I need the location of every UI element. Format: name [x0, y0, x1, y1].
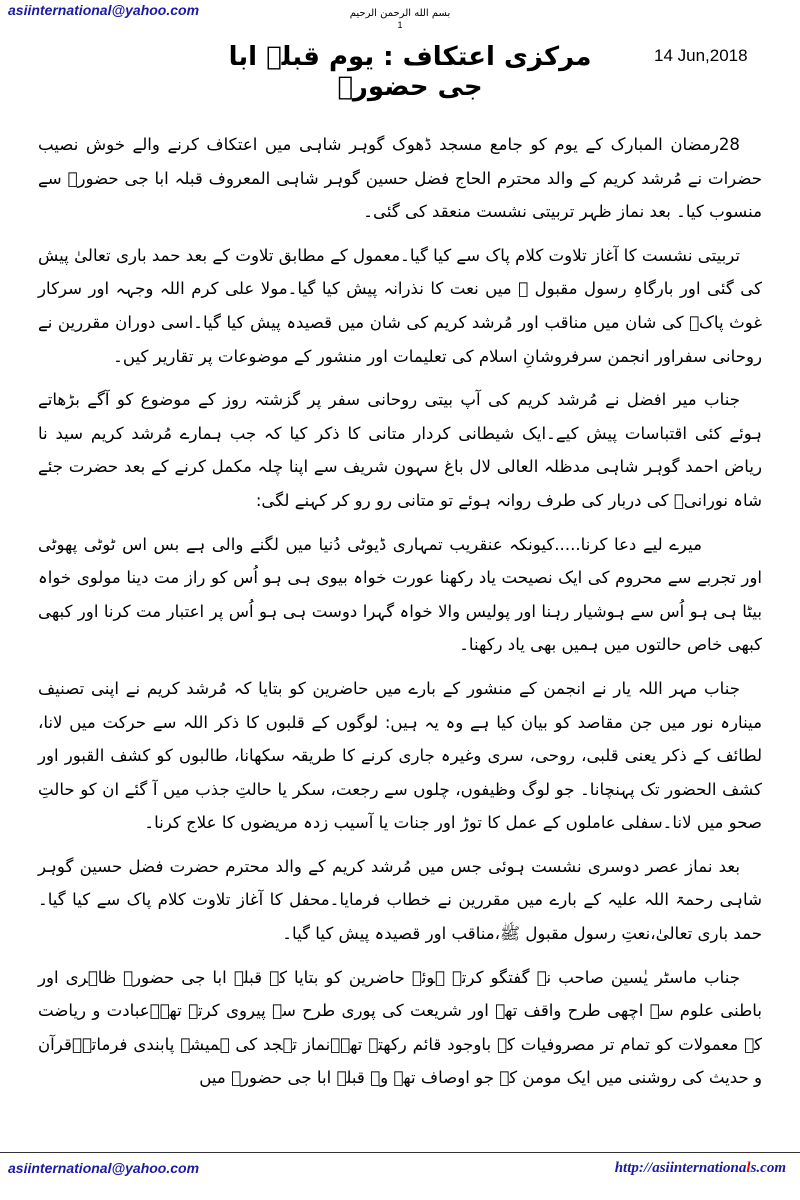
footer-website-link[interactable]: [615, 1160, 786, 1177]
site-url-suffix: s.com: [750, 1160, 786, 1176]
article-date: 14 Jun,2018: [654, 46, 748, 65]
site-url-part: http://asiinternationa: [614, 1160, 747, 1176]
paragraph-intro: 28رمضان المبارک کے یوم کو جامع مسجد ڈھوک گوہر شاہی میں اعتکاف کرنے والے خوش نصیب حضرات نے مُرشد کریم کے والد محترم الحاج فضل حسین گوہر شاہی المعروف قبلہ ابا جی حضورؒ سے منسوب کیا۔ بعد نماز ظہر تربیتی نشست منعقد کی گئی۔: [38, 135, 762, 222]
paragraph-mir-afzal: جناب میر افضل نے مُرشد کریم کی آپ بیتی روحانی سفر پر گزشتہ روز کے موضوع کو آگے بڑھاتے ہوئے کئی اقتباسات پیش کیے۔ایک شیطانی کردار متانی کا ذکر کیا کہ جب ہمارے مُرشد کریم سید نا ریاض احمد گوہر شاہی مدظلہ العالی لال باغ سہون شریف سے اپنا چلہ مکمل کرنے کے بعد حضرت جئے شاہ نورانیؒ کی دربار کی طرف روانہ ہوئے تو متانی رو رو کر کہنے لگی:: [38, 390, 762, 510]
article-title: مرکزی اعتکاف : یوم قبلہ ابا جی حضورؒ: [228, 42, 592, 102]
article-body: [38, 128, 762, 1105]
footer-email-link[interactable]: asiinternational@yahoo.com: [8, 1160, 200, 1176]
paragraph-session: تربیتی نشست کا آغاز تلاوت کلام پاک سے کیا گیا۔معمول کے مطابق تلاوت کے بعد حمد باری تعالیٰ پیش کی گئی اور بارگاہِ رسول مقبول ﷺ میں نعت کا نذرانہ پیش کیا گیا۔مولا علی کرم اللہ وجہہ اور سرکار غوث پاکؓ کی شان میں مناقب اور مُرشد کریم کی شان میں قصیدہ پیش کیا گیا۔اسی دوران مقررین نے روحانی سفراور انجمن سرفروشانِ اسلام کی تعلیمات اور منشور کے موضوعات پر تقاریر کیں۔: [38, 245, 762, 366]
footer-divider: [0, 1152, 800, 1153]
site-url-highlight: l: [746, 1160, 751, 1176]
paragraph-manifesto: جناب مہر اللہ یار نے انجمن کے منشور کے بارے میں حاضرین کو بتایا کہ مُرشد کریم نے اپنی تصنیف مینارہ نور میں جن مقاصد کو بیان کیا ہے وہ یہ ہیں: لوگوں کے قلبوں کا ذکر اللہ سے حرکت میں لانا، لطائف کے ذکر یعنی قلبی، روحی، سری وغیرہ جاری کرنے کا طریقہ سکھانا، طالبوں کو کشف القبور اور کشف الحضور تک پہنچانا۔ جو لوگ وظیفوں، چلوں سے رجعت، سکر یا حالتِ جذب میں آ گئے ان کو حالتِ صحو میں لانا۔سفلی عاملوں کے عمل کا توڑ اور جنات یا آسیب زدہ مریضوں کا علاج کرنا۔: [38, 678, 762, 833]
bismillah-heading: بسم الله الرحمن الرحیم: [349, 8, 451, 19]
paragraph-quote: میرے لیے دعا کرنا.....کیونکہ عنقریب تمہاری ڈیوٹی دُنیا میں لگنے والی ہے بس اس ٹوٹی پھوٹی اور تجربے سے محروم کی ایک نصیحت یاد رکھنا عورت خواہ بیوی ہی ہو اُس کو راز مت دینا مولوی خواہ بیٹا ہی ہو اُس سے ہوشیار رہنا اور پولیس والا خواہ گہرا دوست ہی ہو اُس پر اعتبار مت کرنا اور کبھی کبھی خاص حالتوں میں ہمیں بھی یاد رکھنا۔: [38, 534, 762, 655]
paragraph-master-yaseen: جناب ماسٹر یٰسین صاحب نے گفتگو کرتے ہوئے حاضرین کو بتایا کہ قبلہ ابا جی حضورؒ ظاہری اور باطنی علوم سے اچھی طرح واقف تھے اور شریعت کی پوری طرح سے پیروی کرتے تھے۔عبادت و ریاضت کے معمولات کو تمام تر مصروفیات کے باوجود قائم رکھتے تھے۔نماز تہجد کی ہمیشہ پابندی فرماتے۔قرآن و حدیث کی روشنی میں ایک مومن کے جو اوصاف تھے وہ قبلہ ابا جی حضورؒ میں: [38, 967, 762, 1088]
paragraph-second-session: بعد نماز عصر دوسری نشست ہوئی جس میں مُرشد کریم کے والد محترم حضرت فضل حسین گوہر شاہی رحمۃ اللہ علیہ کے بارے میں مقررین نے خطاب فرمایا۔محفل کا آغاز تلاوت کلام پاک سے کیا گیا۔حمد باری تعالیٰ،نعتِ رسول مقبول ﷺ،مناقب اور قصیدہ پیش کیا گیا۔: [38, 856, 762, 944]
page-number: 1: [397, 20, 403, 30]
header-email-link[interactable]: asiinternational@yahoo.com: [8, 2, 200, 18]
